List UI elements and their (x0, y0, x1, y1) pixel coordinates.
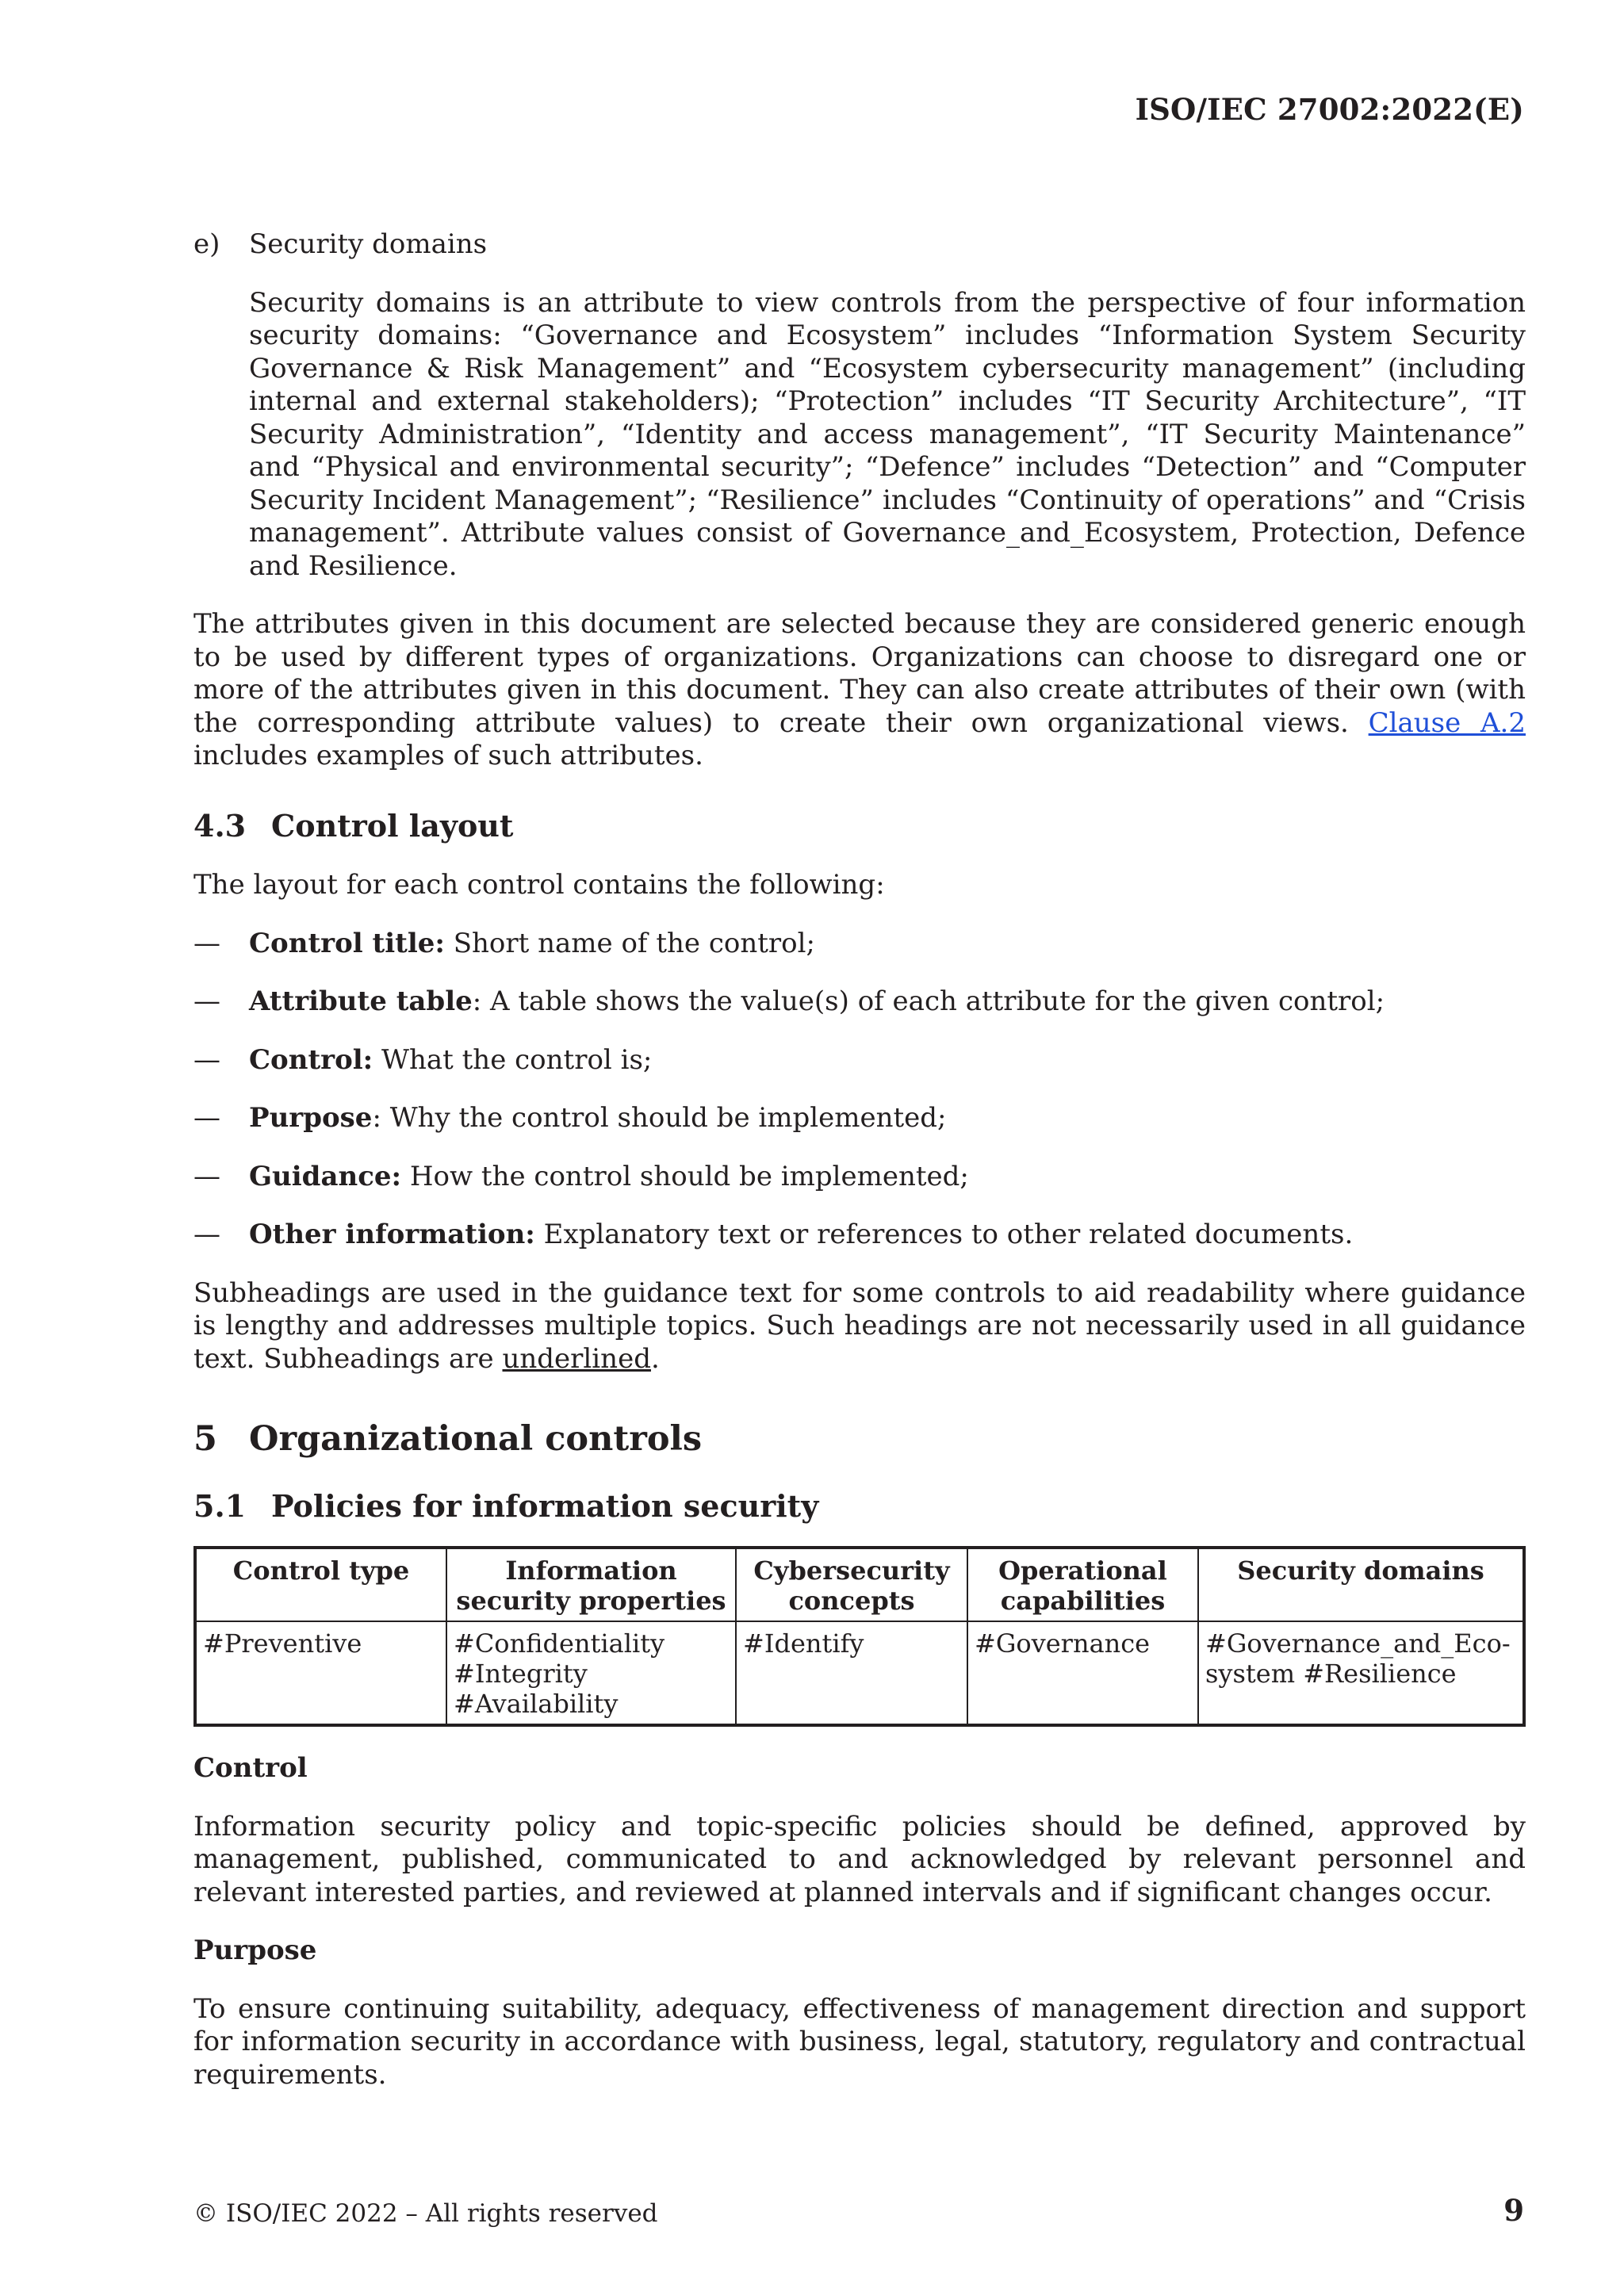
period: . (650, 1342, 660, 1375)
list-item-term: Attribute table (249, 985, 473, 1017)
cell-security-properties (446, 1621, 736, 1725)
list-item-e (193, 228, 1526, 583)
domain-value-line: #Governance_and_Eco- (1205, 1628, 1511, 1659)
control-layout-list (193, 928, 1526, 1252)
attributes-text: The attributes given in this document are selected because they are considered generic enough to be used by different types of organizations. Organizations can choose to disregard one or more of the attributes given in this document. They can also create attributes of their own (with the corresponding attribute values) to create their own organizational views. (193, 608, 1526, 739)
list-item-text: Explanatory text or references to other related documents. (534, 1219, 1354, 1250)
list-item-text: What the control is; (373, 1043, 653, 1076)
list-item-text: How the control should be implemented; (401, 1160, 969, 1192)
control-heading: Control (193, 1752, 308, 1784)
header-cybersecurity-concepts: Cybersecurity concepts (736, 1548, 967, 1621)
copyright-notice: © ISO/IEC 2022 – All rights reserved (193, 2199, 658, 2228)
attributes-paragraph (193, 608, 1526, 773)
section-title: Control layout (271, 807, 514, 844)
dash: — (193, 1043, 220, 1076)
underlined-word: underlined (502, 1342, 651, 1375)
list-item-body (249, 228, 1526, 583)
cell-cybersecurity-concepts: #Identify (736, 1621, 967, 1725)
list-item-term: Purpose (249, 1102, 373, 1134)
control-text: Information security policy and topic-specific policies should be defined, approved by management, published, communicated to and acknowledged by relevant personnel and relevant interested parties, and reviewed at planned intervals and if significant changes occur. (193, 1810, 1526, 1908)
dash: — (193, 1160, 220, 1192)
standard-identifier: ISO/IEC 27002:2022(E) (1135, 92, 1524, 127)
section-number: 4.3 (193, 807, 247, 844)
dash: — (193, 1219, 220, 1250)
list-item-label: e) (193, 228, 220, 260)
attribute-table (193, 1546, 1526, 1727)
list-item (193, 1102, 1526, 1135)
section-heading-4-3 (193, 809, 1526, 843)
subheadings-text: Subheadings are used in the guidance text for some controls to aid readability where guidance is lengthy and addresses multiple topics. Such headings are not necessarily used in all guidance text. Subheadings are (193, 1276, 1526, 1375)
section-title: Organizational controls (249, 1419, 703, 1459)
purpose-text: To ensure continuing suitability, adequacy, effectiveness of management direction and support for information security in accordance with business, legal, statutory, regulatory and contractual requirements. (193, 1992, 1526, 2091)
cell-operational-capabilities: #Governance (967, 1621, 1198, 1725)
table-row (195, 1621, 1524, 1725)
list-item (193, 928, 1526, 961)
header-control-type: Control type (195, 1548, 446, 1621)
dash: — (193, 927, 220, 959)
table-header-row (195, 1548, 1524, 1621)
list-item-term: Control: (249, 1043, 373, 1076)
property-value: #Availability (454, 1689, 619, 1719)
header-operational-capabilities: Operational capabilities (967, 1548, 1198, 1621)
list-item-text: : A table shows the value(s) of each attribute for the given control; (472, 985, 1385, 1017)
security-domains-paragraph: Security domains is an attribute to view controls from the perspective of four information security domains: “Governance and Ecosystem” includes “Information System Security Governance & Risk Management” and “Ecosystem cybersecurity management” (including internal and external stakeholders); “Protection” includes “IT Security Architecture”, “IT Security Administration”, “Identity and access management”, “IT Security Maintenance” and “Physical and environmental security”; “Defence” includes “Detection” and “Computer Security Incident Management”; “Resilience” includes “Continuity of operations” and “Crisis management”. Attribute values consist of Governance_and_Ecosystem, Protection, Defence and Resilience. (249, 286, 1526, 582)
cell-control-type: #Preventive (195, 1621, 446, 1725)
list-item (193, 1161, 1526, 1194)
section-number: 5.1 (193, 1487, 247, 1524)
domain-value-line: system #Resilience (1205, 1659, 1457, 1689)
list-item-text: : Why the control should be implemented; (372, 1102, 947, 1134)
list-item (193, 985, 1526, 1019)
header-security-domains: Security domains (1198, 1548, 1524, 1621)
list-item-term: Guidance: (249, 1160, 402, 1192)
dash: — (193, 1102, 220, 1134)
purpose-heading: Purpose (193, 1934, 317, 1966)
subheadings-paragraph (193, 1277, 1526, 1376)
header-security-properties: Information security properties (446, 1548, 736, 1621)
property-value: #Confidentiality (454, 1628, 665, 1659)
page-content (193, 228, 1526, 2091)
list-item-term: Other information: (249, 1219, 535, 1250)
layout-intro: The layout for each control contains the following: (193, 869, 885, 901)
attributes-text-end: includes examples of such attributes. (193, 740, 703, 771)
clause-a2-link[interactable]: Clause A.2 (1368, 706, 1526, 739)
section-heading-5 (193, 1419, 1526, 1459)
property-value: #Integrity (454, 1659, 588, 1689)
section-number: 5 (193, 1419, 217, 1459)
list-item-term: Control title: (249, 927, 445, 959)
list-item-title: Security domains (249, 228, 488, 260)
section-title: Policies for information security (271, 1487, 819, 1524)
list-item (193, 1044, 1526, 1077)
dash: — (193, 985, 220, 1017)
list-item-text: Short name of the control; (444, 927, 815, 959)
cell-security-domains (1198, 1621, 1524, 1725)
list-item (193, 1219, 1526, 1252)
page-number: 9 (1503, 2193, 1524, 2228)
section-heading-5-1 (193, 1487, 1526, 1524)
